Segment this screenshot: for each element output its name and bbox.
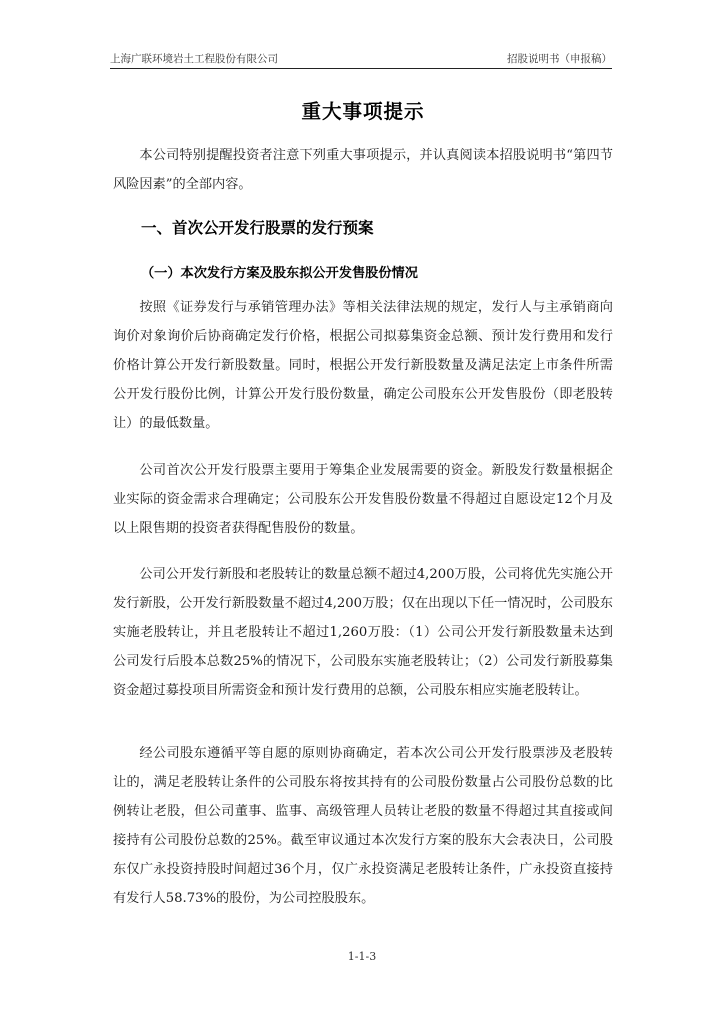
- page-title: 重大事项提示: [301, 100, 425, 123]
- header-company-name: 上海广联环境岩土工程股份有限公司: [110, 53, 278, 65]
- page-number: 1-1-3: [347, 950, 377, 963]
- subsection-heading-1: （一）本次发行方案及股东拟公开发售股份情况: [141, 266, 418, 281]
- intro-paragraph: 本公司特别提醒投资者注意下列重大事项提示，并认真阅读本招股说明书“第四节 风险因素”的全部内容。: [113, 148, 613, 192]
- header-document-type: 招股说明书（申报稿）: [507, 53, 612, 65]
- page-header: [110, 52, 612, 66]
- header-divider: [110, 68, 612, 69]
- body-paragraph-4: 经公司股东遵循平等自愿的原则协商确定，若本次公司公开发行股票涉及老股转让的，满足老股转让条件的公司股东将按其持有的公司股份数量占公司股份总数的比例转让老股，但公司董事、监事、高级管理人员转让老股的数量不得超过其直接或间接持有公司股份总数的25%。截至审议通过本次发行方案的股东大会表决日，公司股东仅广永投资持股时间超过36个月，仅广永投资满足老股转让条件，广永投资直接持有发行人58.73%的股份，为公司控股股东。: [113, 746, 613, 906]
- body-paragraph-2: 公司首次公开发行股票主要用于筹集企业发展需要的资金。新股发行数量根据企业实际的资金需求合理确定；公司股东公开发售股份数量不得超过自愿设定12个月及以上限售期的投资者获得配售股份的数量。: [113, 463, 613, 536]
- body-paragraph-1: 按照《证券发行与承销管理办法》等相关法律法规的规定，发行人与主承销商向询价对象询价后协商确定发行价格，根据公司拟募集资金总额、预计发行费用和发行价格计算公开发行新股数量。同时，根据公开发行新股数量及满足法定上市条件所需公开发行股份比例，计算公开发行股份数量，确定公司股东公开发售股份（即老股转让）的最低数量。: [113, 300, 613, 431]
- section-heading-1: 一、首次公开发行股票的发行预案: [141, 219, 374, 237]
- body-paragraph-3: 公司公开发行新股和老股转让的数量总额不超过4,200万股，公司将优先实施公开发行新股，公开发行新股数量不超过4,200万股；仅在出现以下任一情况时，公司股东实施老股转让，并且老股转让不超过1,260万股：（1）公司公开发行新股数量未达到公司发行后股本总数25%的情况下，公司股东实施老股转让；（2）公司发行新股募集资金超过募投项目所需资金和预计发行费用的总额，公司股东相应实施老股转让。: [113, 567, 613, 698]
